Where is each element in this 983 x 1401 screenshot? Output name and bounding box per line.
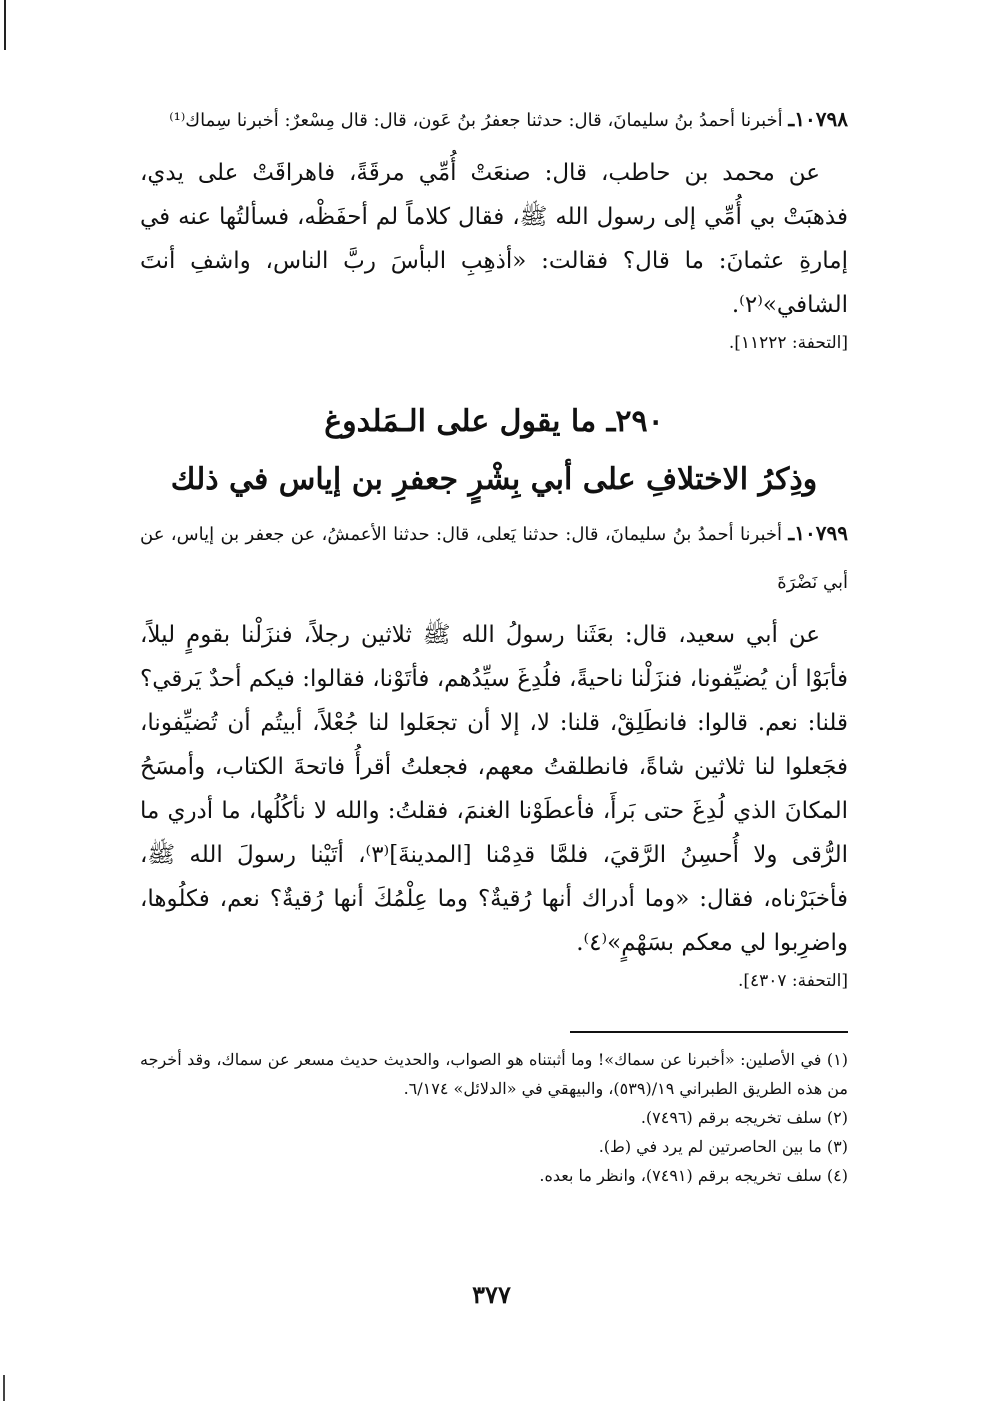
footnote: (٣) ما بين الحاصرتين لم يرد في (ط). xyxy=(598,1137,848,1156)
page-number: ٣٧٧ xyxy=(472,1280,511,1309)
hadith-1799-tuhfa-reference: [التحفة: ٤٣٠٧]. xyxy=(737,971,848,991)
hadith-1798-tuhfa-reference: [التحفة: ١١٢٢٢]. xyxy=(728,333,848,353)
hadith-1799-matn: عن أبي سعيد، قال: بعَثَنا رسولُ الله ﷺ ثلاثين رجلاً، فنزَلْنا بقومٍ ليلاً، فأبَوْا أن يُضيِّفونا، فنزَلْنا ناحيةً، فلُدِغَ سيِّدُهم، فأتَوْنا، فقالوا: فيكم أحدٌ يَرقي؟ قلنا: نعم. قالوا: فانطَلِقْ، قلنا: لا، إلا أن تجعَلوا لنا جُعْلاً، أبيتُم أن تُضيِّفونا، فجَعلوا لنا ثلاثين شاةً، فانطلقتُ معهم، فجعلتُ أقرأُ فاتحةَ الكتاب، وأمسَحُ المكانَ الذي لُدِغَ حتى بَرأَ، فأعطَوْنا الغنمَ، فقلتُ: والله لا نأكُلُها، ما أدري ما الرُّقى ولا أُحسِنُ الرَّقيَ، فلمَّا قدِمْنا [المدينةَ]⁽٣⁾، أتَيْنا رسولَ الله ﷺ، فأخبَرْناه، فقال: «وما أدراك أنها رُقيةٌ؟ وما عِلْمُكَ أنها رُقيةٌ؟ نعم، فكلُوها، واضرِبوا لي معكم بسَهْمٍ»⁽٤⁾. xyxy=(140,622,848,956)
book-page xyxy=(140,95,848,1190)
footnote: (١) في الأصلين: «أخبرنا عن سماك»! وما أثبتناه هو الصواب، والحديث حديث مسعر عن سماك، وقد أخرجه من هذه الطريق الطبراني ١٩/(٥٣٩)، والبيهقي في «الدلائل» ٦/١٧٤. xyxy=(140,1050,848,1098)
hadith-number: ١٠٧٩٨ـ xyxy=(788,107,848,131)
chapter-subtitle: وذِكرُ الاختلافِ على أبي بِشْرٍ جعفرِ بن إياس في ذلك xyxy=(170,462,818,497)
hadith-1798-isnad xyxy=(140,95,848,145)
isnad-text: أخبرنا أحمدُ بنُ سليمانَ، قال: حدثنا جعفرُ بنُ عَون، قال: قال مِسْعرٌ: أخبرنا سِماك⁽¹⁾ xyxy=(169,110,783,131)
hadith-1798-matn: عن محمد بن حاطب، قال: صنعَتْ أُمِّي مرقَةً، فاهراقَتْ على يدي، فذهبَتْ بي أُمِّي إلى رسول الله ﷺ، فقال كلاماً لم أحفَظْه، فسألتُها عنه في إمارةِ عثمانَ: ما قال؟ فقالت: «أذهِبِ البأسَ ربَّ الناس، واشفِ أنتَ الشافي»⁽٢⁾. xyxy=(140,160,848,318)
page-edge-mark xyxy=(4,0,6,50)
chapter-title: ٢٩٠ـ ما يقول على الـمَلدوغ xyxy=(324,404,664,439)
hadith-number: ١٠٧٩٩ـ xyxy=(788,521,848,545)
hadith-1799-isnad xyxy=(140,509,848,607)
footnote: (٢) سلف تخريجه برقم (٧٤٩٦). xyxy=(640,1108,848,1127)
page-edge-mark-bottom xyxy=(3,1375,5,1401)
footnote: (٤) سلف تخريجه برقم (٧٤٩١)، وانظر ما بعده. xyxy=(539,1166,848,1185)
footnote-divider xyxy=(570,1031,848,1033)
isnad-text: أخبرنا أحمدُ بنُ سليمانَ، قال: حدثنا يَعلى، قال: حدثنا الأعمشُ، عن جعفر بن إياس، عن أبي نَضْرَةَ xyxy=(140,524,848,593)
